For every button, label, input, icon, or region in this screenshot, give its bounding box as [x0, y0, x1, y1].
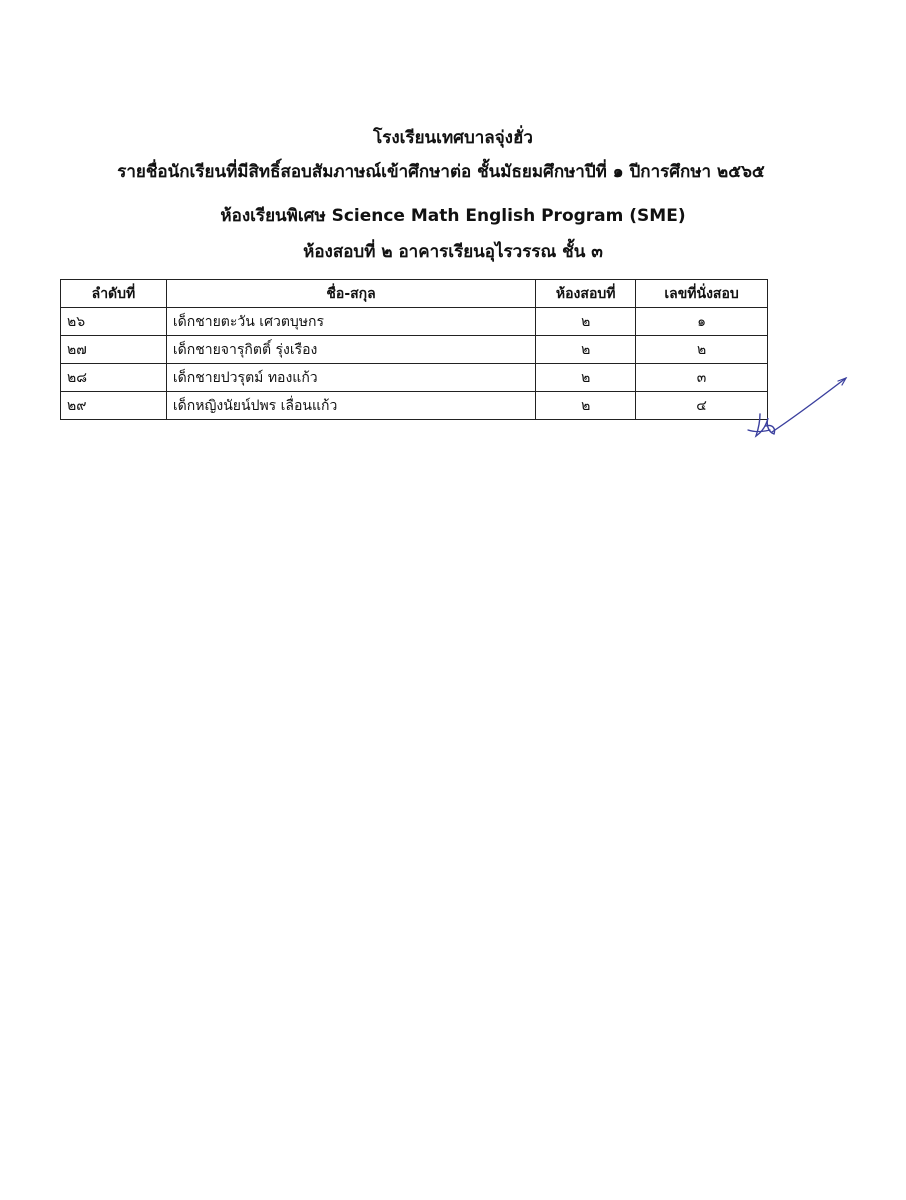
signature-stroke — [756, 414, 775, 436]
student-name: เด็กหญิงนัยน์ปพร เลื่อนแก้ว — [166, 392, 535, 420]
student-name: เด็กชายจารุกิตติ์ รุ่งเรือง — [166, 336, 535, 364]
student-name: เด็กชายปวรุตม์ ทองแก้ว — [166, 364, 535, 392]
signature-stroke — [772, 378, 846, 432]
exam-room: ๒ — [536, 364, 636, 392]
column-header-seat: เลขที่นั่งสอบ — [636, 280, 768, 308]
seat-number: ๓ — [636, 364, 768, 392]
handwritten-signature — [738, 372, 850, 442]
column-header-number: ลำดับที่ — [61, 280, 167, 308]
column-header-room: ห้องสอบที่ — [536, 280, 636, 308]
exam-room: ๒ — [536, 308, 636, 336]
seat-number: ๔ — [636, 392, 768, 420]
exam-room-location: ห้องสอบที่ ๒ อาคารเรียนอุไรวรรณ ชั้น ๓ — [303, 242, 603, 262]
student-roster-table — [60, 279, 768, 420]
school-name: โรงเรียนเทศบาลจุ่งฮั่ว — [373, 128, 533, 148]
student-name: เด็กชายตะวัน เศวตบุษกร — [166, 308, 535, 336]
document-title: รายชื่อนักเรียนที่มีสิทธิ์สอบสัมภาษณ์เข้าศึกษาต่อ ชั้นมัธยมศึกษาปีที่ ๑ ปีการศึกษา ๒๕๖๕ — [117, 162, 765, 182]
seat-number: ๑ — [636, 308, 768, 336]
row-number: ๒๘ — [61, 364, 167, 392]
signature-stroke — [748, 430, 770, 432]
table-row — [61, 336, 768, 364]
exam-room: ๒ — [536, 336, 636, 364]
program-name: ห้องเรียนพิเศษ Science Math English Program (SME) — [220, 206, 686, 226]
row-number: ๒๗ — [61, 336, 167, 364]
row-number: ๒๙ — [61, 392, 167, 420]
row-number: ๒๖ — [61, 308, 167, 336]
table-header-row — [61, 280, 768, 308]
table-row — [61, 308, 768, 336]
table-row — [61, 364, 768, 392]
seat-number: ๒ — [636, 336, 768, 364]
column-header-name: ชื่อ-สกุล — [166, 280, 535, 308]
exam-room: ๒ — [536, 392, 636, 420]
table-row — [61, 392, 768, 420]
